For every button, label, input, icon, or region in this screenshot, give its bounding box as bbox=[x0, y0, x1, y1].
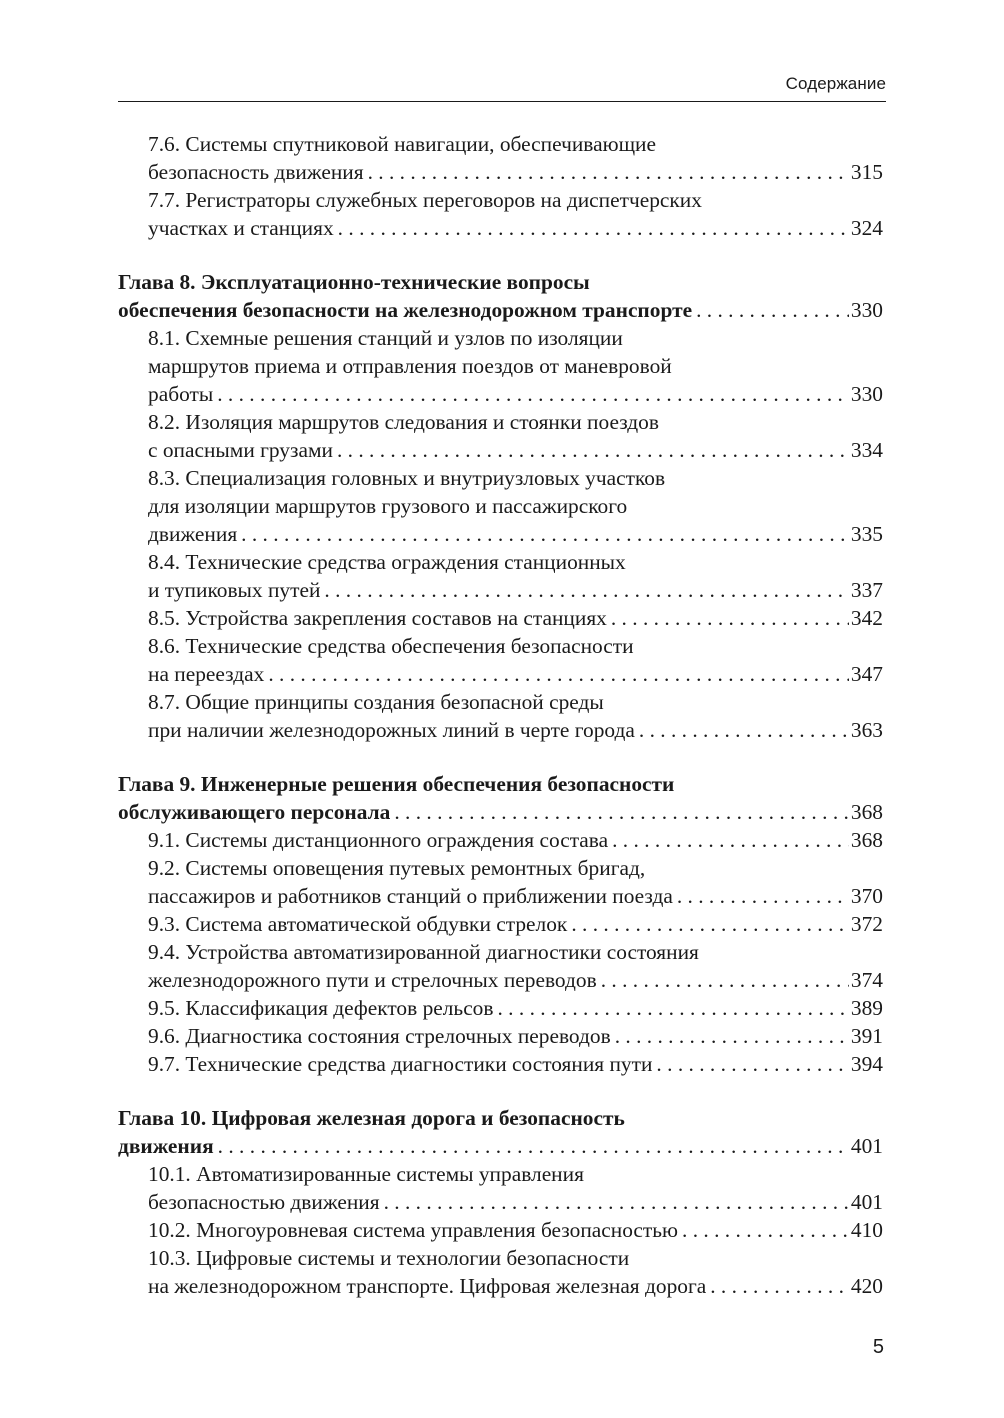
toc-entry-9-7[interactable] bbox=[118, 1050, 883, 1078]
chapter-title: Глава 9. Инженерные решения обеспечения безопасности bbox=[118, 772, 675, 796]
toc-entry-10-1[interactable] bbox=[118, 1188, 883, 1216]
chapter-title: движения bbox=[118, 1134, 214, 1158]
toc-entry-8-2[interactable] bbox=[118, 436, 883, 464]
page-ref: 368 bbox=[850, 800, 883, 824]
toc-text: безопасность движения bbox=[148, 160, 364, 184]
toc-entry-10-3-line1 bbox=[118, 1244, 883, 1272]
dot-leader bbox=[692, 296, 849, 324]
page-ref: 420 bbox=[850, 1274, 883, 1298]
toc-text: работы bbox=[148, 382, 214, 406]
toc-entry-9-5[interactable] bbox=[118, 994, 883, 1022]
dot-leader bbox=[213, 380, 849, 408]
toc-entry-8-4-line1 bbox=[118, 548, 883, 576]
toc-chapter-9-line1 bbox=[118, 770, 883, 798]
page-ref: 330 bbox=[850, 298, 883, 322]
toc-entry-10-1-line1 bbox=[118, 1160, 883, 1188]
toc-chapter-8-line1 bbox=[118, 268, 883, 296]
dot-leader bbox=[607, 604, 849, 632]
page-ref: 389 bbox=[850, 996, 883, 1020]
toc-entry-8-1-line1 bbox=[118, 324, 883, 352]
toc-text: 10.2. Многоуровневая система управления безопасностью bbox=[148, 1218, 679, 1242]
chapter-title: Глава 8. Эксплуатационно-технические вопросы bbox=[118, 270, 590, 294]
toc-entry-7-6-line1 bbox=[118, 130, 883, 158]
page-ref: 401 bbox=[850, 1190, 883, 1214]
page-ref: 370 bbox=[850, 884, 883, 908]
toc-text: 9.4. Устройства автоматизированной диагностики состояния bbox=[148, 940, 699, 964]
toc-entry-10-2[interactable] bbox=[118, 1216, 883, 1244]
toc-entry-8-4[interactable] bbox=[118, 576, 883, 604]
dot-leader bbox=[334, 214, 849, 242]
toc-entry-9-1[interactable] bbox=[118, 826, 883, 854]
dot-leader bbox=[608, 826, 849, 854]
table-of-contents bbox=[118, 130, 883, 1300]
dot-leader bbox=[611, 1022, 849, 1050]
page-ref: 410 bbox=[850, 1218, 883, 1242]
toc-entry-7-6[interactable] bbox=[118, 158, 883, 186]
toc-text: участках и станциях bbox=[148, 216, 334, 240]
toc-entry-8-2-line1 bbox=[118, 408, 883, 436]
page-ref: 337 bbox=[850, 578, 883, 602]
toc-entry-9-6[interactable] bbox=[118, 1022, 883, 1050]
dot-leader bbox=[320, 576, 849, 604]
toc-chapter-9[interactable] bbox=[118, 798, 883, 826]
dot-leader bbox=[380, 1188, 849, 1216]
toc-text: на железнодорожном транспорте. Цифровая железная дорога bbox=[148, 1274, 707, 1298]
toc-text: 10.3. Цифровые системы и технологии безопасности bbox=[148, 1246, 630, 1270]
toc-text: 9.6. Диагностика состояния стрелочных переводов bbox=[148, 1024, 611, 1048]
toc-entry-8-5[interactable] bbox=[118, 604, 883, 632]
dot-leader bbox=[673, 882, 849, 910]
page-ref: 334 bbox=[850, 438, 883, 462]
chapter-title: обслуживающего персонала bbox=[118, 800, 391, 824]
toc-text: 8.1. Схемные решения станций и узлов по изоляции bbox=[148, 326, 623, 350]
toc-entry-7-7[interactable] bbox=[118, 214, 883, 242]
page-ref: 347 bbox=[850, 662, 883, 686]
chapter-title: обеспечения безопасности на железнодорожном транспорте bbox=[118, 298, 693, 322]
page-number: 5 bbox=[872, 1336, 884, 1358]
toc-entry-8-7[interactable] bbox=[118, 716, 883, 744]
dot-leader bbox=[493, 994, 848, 1022]
page-ref: 363 bbox=[850, 718, 883, 742]
toc-entry-9-3[interactable] bbox=[118, 910, 883, 938]
toc-text: для изоляции маршрутов грузового и пассажирского bbox=[148, 494, 628, 518]
dot-leader bbox=[652, 1050, 848, 1078]
toc-text: 8.5. Устройства закрепления составов на станциях bbox=[148, 606, 607, 630]
toc-text: 9.2. Системы оповещения путевых ремонтных бригад, bbox=[148, 856, 646, 880]
toc-entry-9-4[interactable] bbox=[118, 966, 883, 994]
toc-chapter-8[interactable] bbox=[118, 296, 883, 324]
page-ref: 401 bbox=[850, 1134, 883, 1158]
toc-text: железнодорожного пути и стрелочных переводов bbox=[148, 968, 597, 992]
header-rule bbox=[118, 101, 886, 102]
toc-entry-9-2-line1 bbox=[118, 854, 883, 882]
page-ref: 372 bbox=[850, 912, 883, 936]
chapter-title: Глава 10. Цифровая железная дорога и безопасность bbox=[118, 1106, 625, 1130]
dot-leader bbox=[567, 910, 849, 938]
toc-text: 7.6. Системы спутниковой навигации, обеспечивающие bbox=[148, 132, 656, 156]
dot-leader bbox=[264, 660, 849, 688]
toc-text: 9.5. Классификация дефектов рельсов bbox=[148, 996, 494, 1020]
toc-text: с опасными грузами bbox=[148, 438, 333, 462]
dot-leader bbox=[706, 1272, 849, 1300]
toc-chapter-10[interactable] bbox=[118, 1132, 883, 1160]
toc-entry-9-2[interactable] bbox=[118, 882, 883, 910]
page-ref: 368 bbox=[850, 828, 883, 852]
toc-entry-8-6[interactable] bbox=[118, 660, 883, 688]
toc-text: 9.7. Технические средства диагностики состояния пути bbox=[148, 1052, 653, 1076]
toc-text: 10.1. Автоматизированные системы управления bbox=[148, 1162, 584, 1186]
toc-entry-8-1[interactable] bbox=[118, 380, 883, 408]
toc-entry-8-3-line2 bbox=[118, 492, 883, 520]
page-ref: 391 bbox=[850, 1024, 883, 1048]
dot-leader bbox=[635, 716, 849, 744]
toc-entry-9-4-line1 bbox=[118, 938, 883, 966]
page-ref: 394 bbox=[850, 1052, 883, 1076]
dot-leader bbox=[390, 798, 849, 826]
toc-entry-8-7-line1 bbox=[118, 688, 883, 716]
toc-entry-8-3[interactable] bbox=[118, 520, 883, 548]
toc-entry-8-3-line1 bbox=[118, 464, 883, 492]
toc-text: 8.6. Технические средства обеспечения безопасности bbox=[148, 634, 634, 658]
toc-entry-8-1-line2 bbox=[118, 352, 883, 380]
toc-entry-7-7-line1 bbox=[118, 186, 883, 214]
dot-leader bbox=[678, 1216, 849, 1244]
toc-chapter-10-line1 bbox=[118, 1104, 883, 1132]
page-ref: 335 bbox=[850, 522, 883, 546]
toc-text: 8.2. Изоляция маршрутов следования и стоянки поездов bbox=[148, 410, 659, 434]
page-ref: 374 bbox=[850, 968, 883, 992]
dot-leader bbox=[597, 966, 849, 994]
toc-text: 7.7. Регистраторы служебных переговоров на диспетчерских bbox=[148, 188, 702, 212]
toc-text: 8.3. Специализация головных и внутриузловых участков bbox=[148, 466, 666, 490]
dot-leader bbox=[214, 1132, 849, 1160]
page-ref: 315 bbox=[850, 160, 883, 184]
toc-text: безопасностью движения bbox=[148, 1190, 380, 1214]
dot-leader bbox=[364, 158, 849, 186]
running-header: Содержание bbox=[785, 74, 886, 93]
dot-leader bbox=[333, 436, 849, 464]
toc-entry-8-6-line1 bbox=[118, 632, 883, 660]
toc-text: 9.3. Система автоматической обдувки стрелок bbox=[148, 912, 568, 936]
toc-text: движения bbox=[148, 522, 238, 546]
page-ref: 342 bbox=[850, 606, 883, 630]
toc-text: пассажиров и работников станций о приближении поезда bbox=[148, 884, 673, 908]
page-ref: 330 bbox=[850, 382, 883, 406]
toc-text: и тупиковых путей bbox=[148, 578, 321, 602]
dot-leader bbox=[237, 520, 849, 548]
toc-text: 8.7. Общие принципы создания безопасной среды bbox=[148, 690, 604, 714]
toc-text: на переездах bbox=[148, 662, 265, 686]
toc-text: 8.4. Технические средства ограждения станционных bbox=[148, 550, 626, 574]
page-ref: 324 bbox=[850, 216, 883, 240]
toc-entry-10-3[interactable] bbox=[118, 1272, 883, 1300]
toc-text: 9.1. Системы дистанционного ограждения состава bbox=[148, 828, 609, 852]
toc-text: маршрутов приема и отправления поездов от маневровой bbox=[148, 354, 672, 378]
toc-text: при наличии железнодорожных линий в черте города bbox=[148, 718, 635, 742]
